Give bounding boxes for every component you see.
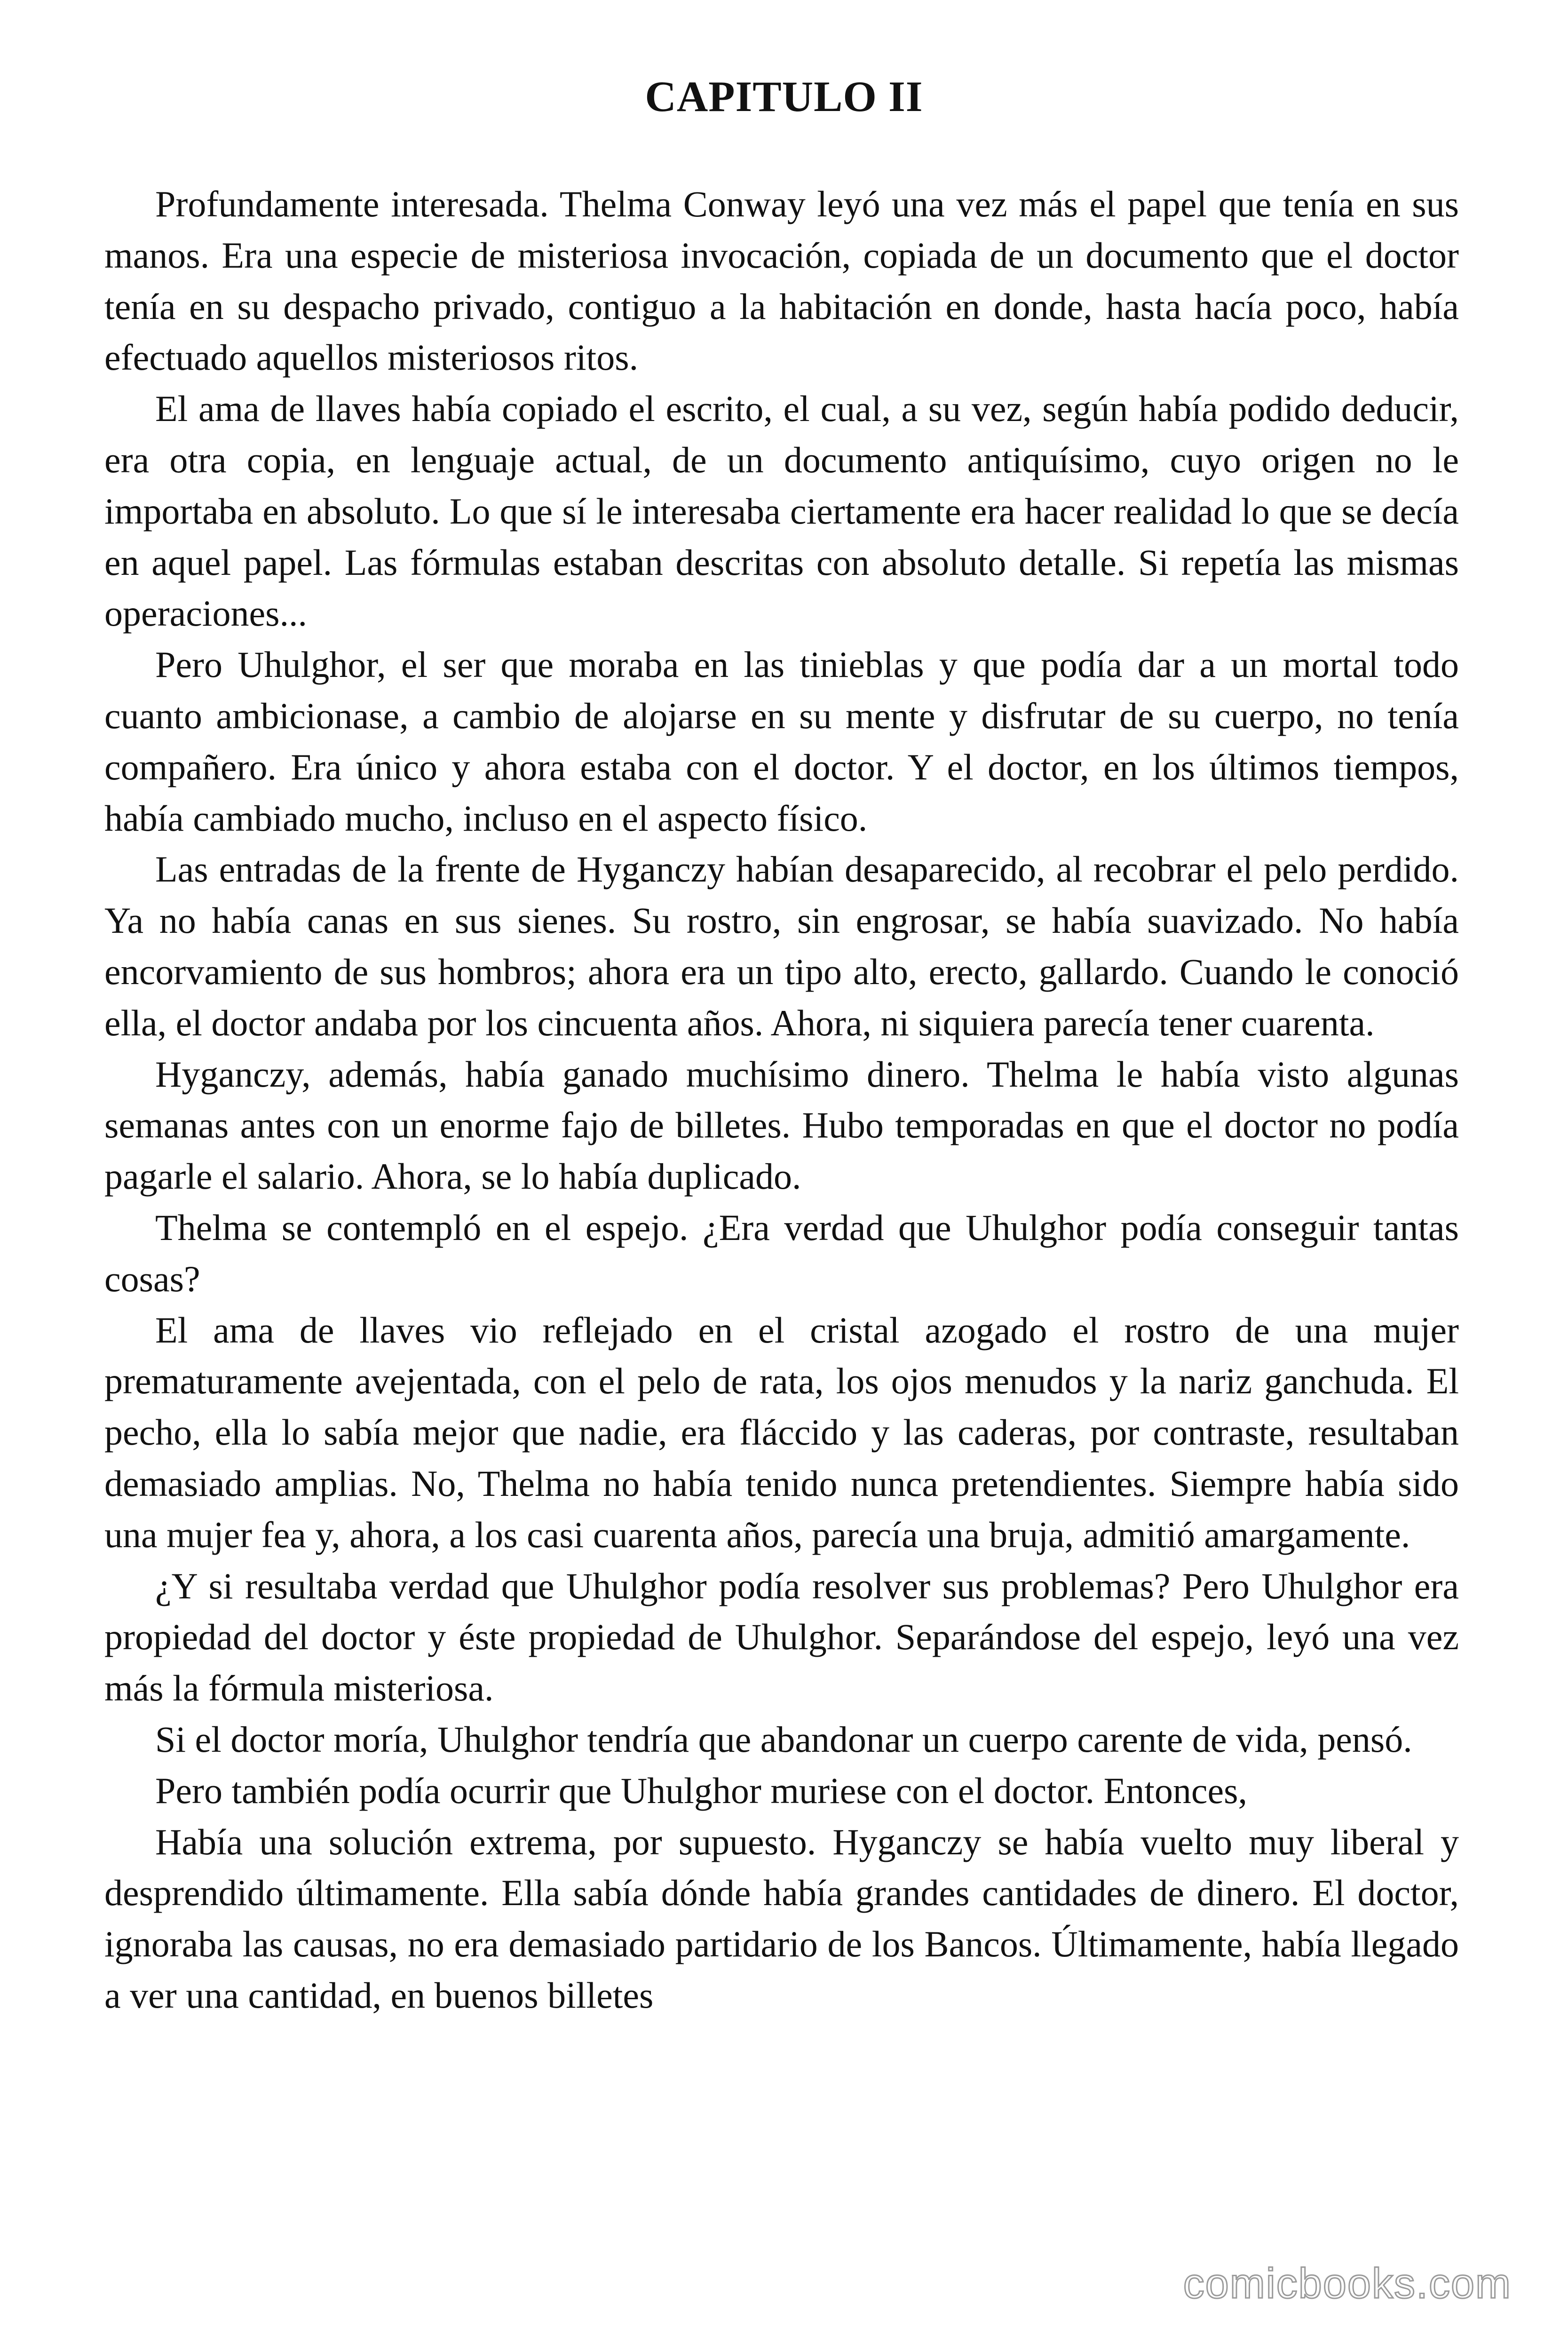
paragraph: El ama de llaves había copiado el escrito, el cual, a su vez, según había podido deducir, era otra copia, en lenguaje actual, de un documento antiquísimo, cuyo origen no le importaba en absoluto. Lo que sí le interesaba ciertamente era hacer realidad lo que se decía en aquel papel. Las fórmulas estaban descritas con absoluto detalle. Si repetía las mismas operaciones... — [104, 388, 1459, 634]
paragraph: Si el doctor moría, Uhulghor tendría que abandonar un cuerpo carente de vida, pensó. — [155, 1718, 1412, 1760]
paragraph: Thelma se contempló en el espejo. ¿Era verdad que Uhulghor podía conseguir tantas cosas? — [104, 1207, 1459, 1299]
paragraph: Las entradas de la frente de Hyganczy habían desaparecido, al recobrar el pelo perdido. Ya no había canas en sus sienes. Su rostro, sin engrosar, se había suavizado. No había encorvamiento de sus hombros; ahora era un tipo alto, erecto, gallardo. Cuando le conoció ella, el doctor andaba por los cincuenta años. Ahora, ni siquiera parecía tener cuarenta. — [104, 849, 1459, 1043]
paragraph: Pero también podía ocurrir que Uhulghor muriese con el doctor. Entonces, — [155, 1770, 1248, 1811]
paragraph: Había una solución extrema, por supuesto. Hyganczy se había vuelto muy liberal y desprendido últimamente. Ella sabía dónde había grandes cantidades de dinero. El doctor, ignoraba las causas, no era demasiado partidario de los Bancos. Últimamente, había llegado a ver una cantidad, en buenos billetes — [104, 1821, 1459, 2016]
paragraph: Profundamente interesada. Thelma Conway leyó una vez más el papel que tenía en sus manos. Era una especie de misteriosa invocación, copiada de un documento que el doctor tenía en su despacho privado, contiguo a la habitación en donde, hasta hacía poco, había efectuado aquellos misteriosos ritos. — [104, 183, 1459, 378]
paragraph: Hyganczy, además, había ganado muchísimo dinero. Thelma le había visto algunas semanas antes con un enorme fajo de billetes. Hubo temporadas en que el doctor no podía pagarle el salario. Ahora, se lo había duplicado. — [104, 1053, 1459, 1197]
paragraph: El ama de llaves vio reflejado en el cristal azogado el rostro de una mujer prematuramente avejentada, con el pelo de rata, los ojos menudos y la nariz ganchuda. El pecho, ella lo sabía mejor que nadie, era fláccido y las caderas, por contraste, resultaban demasiado amplias. No, Thelma no había tenido nunca pretendientes. Siempre había sido una mujer fea y, ahora, a los casi cuarenta años, parecía una bruja, admitió amargamente. — [104, 1309, 1459, 1555]
watermark-logo: comicbooks.com — [1183, 2260, 1512, 2307]
chapter-title: CAPITULO II — [645, 72, 923, 120]
chapter-body — [104, 179, 1459, 2021]
paragraph: Pero Uhulghor, el ser que moraba en las tinieblas y que podía dar a un mortal todo cuanto ambicionase, a cambio de alojarse en su mente y disfrutar de su cuerpo, no tenía compañero. Era único y ahora estaba con el doctor. Y el doctor, en los últimos tiempos, había cambiado mucho, incluso en el aspecto físico. — [104, 644, 1459, 839]
paragraph: ¿Y si resultaba verdad que Uhulghor podía resolver sus problemas? Pero Uhulghor era propiedad del doctor y éste propiedad de Uhulghor. Separándose del espejo, leyó una vez más la fórmula misteriosa. — [104, 1565, 1459, 1709]
